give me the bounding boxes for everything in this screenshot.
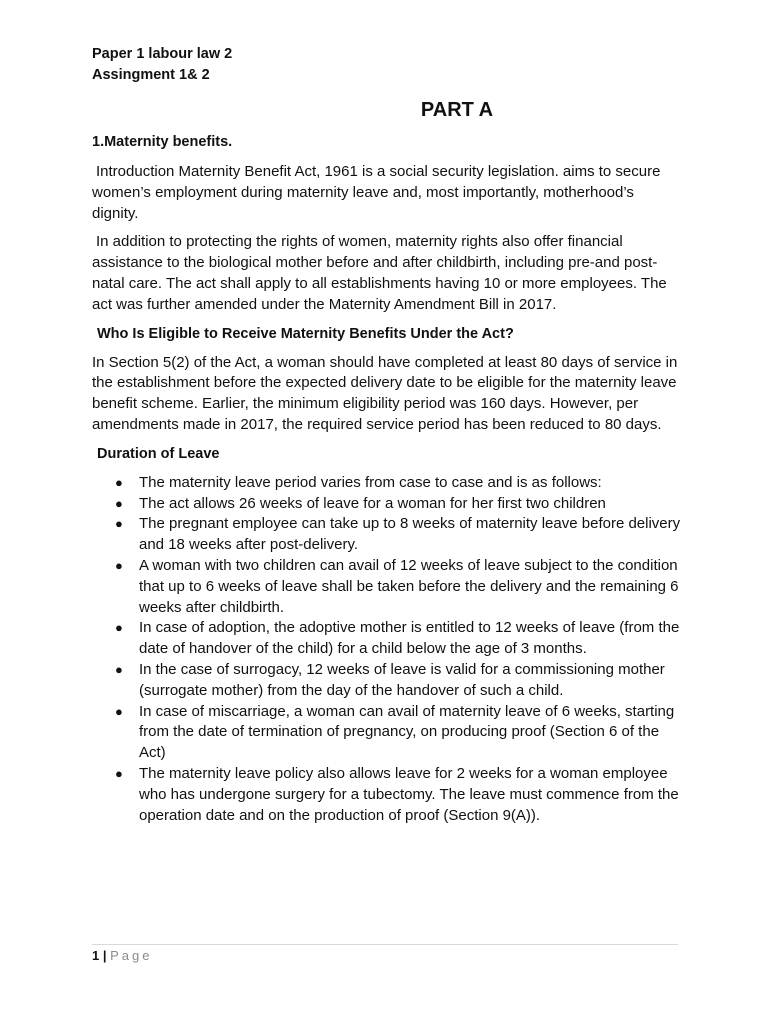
assignment-title: Assingment 1& 2: [92, 67, 210, 83]
page-label: Page: [110, 948, 153, 963]
list-item: ● The pregnant employee can take up to 8 weeks of maternity leave before delivery and 18 weeks after post-delivery.: [115, 515, 681, 554]
duration-heading: Duration of Leave: [97, 445, 220, 462]
bullet-icon: ●: [115, 620, 123, 636]
paper-title: Paper 1 labour law 2: [92, 46, 233, 62]
page-number: 1: [92, 948, 100, 963]
duration-list: [92, 473, 682, 827]
page-footer: [92, 944, 678, 963]
bullet-icon: ●: [115, 557, 123, 573]
bullet-icon: ●: [115, 474, 123, 490]
list-item: ● In case of adoption, the adoptive mother is entitled to 12 weeks of leave (from the date of handover of the child) for a child below the age of 3 months.: [115, 619, 680, 658]
list-item: ● In the case of surrogacy, 12 weeks of leave is valid for a commissioning mother (surrogate mother) from the day of the handover of such a child.: [115, 660, 665, 699]
intro-paragraph: Introduction Maternity Benefit Act, 1961 is a social security legislation. aims to secure women’s employment during maternity leave and, most importantly, motherhood’s dignity.: [92, 163, 661, 222]
bullet-icon: ●: [115, 703, 123, 719]
eligibility-heading: Who Is Eligible to Receive Maternity Benefits Under the Act?: [97, 325, 514, 342]
bullet-icon: ●: [115, 516, 123, 532]
part-title: PART A: [420, 99, 494, 121]
list-item: ● In case of miscarriage, a woman can avail of maternity leave of 6 weeks, starting from the date of termination of pregnancy, on producing proof (Section 6 of the Act): [115, 702, 675, 762]
list-item: ● The act allows 26 weeks of leave for a woman for her first two children: [139, 494, 682, 515]
bullet-icon: ●: [115, 765, 123, 781]
list-item: ● The maternity leave policy also allows leave for 2 weeks for a woman employee who has undergone surgery for a tubectomy. The leave must commence from the operation date and on the production of proof (Section 9(A)).: [115, 764, 679, 824]
list-item: ● A woman with two children can avail of 12 weeks of leave subject to the condition that up to 6 weeks of leave shall be taken before the delivery and the remaining 6 weeks after childbirth.: [115, 556, 679, 616]
list-item: ● The maternity leave period varies from case to case and is as follows:: [139, 473, 682, 494]
document-page: [92, 44, 682, 826]
bullet-icon: ●: [115, 661, 123, 677]
footer-separator: |: [102, 948, 107, 963]
rights-paragraph: In addition to protecting the rights of women, maternity rights also offer financial assistance to the biological mother before and after childbirth, including pre-and post-natal care. The act shall apply to all establishments having 10 or more employees. The act was further amended under the Maternity Amendment Bill in 2017.: [92, 233, 667, 313]
eligibility-paragraph: In Section 5(2) of the Act, a woman should have completed at least 80 days of service in the establishment before the expected delivery date to be eligible for the maternity leave benefit scheme. Earlier, the minimum eligibility period was 160 days. However, per amendments made in 2017, the required service period has been reduced to 80 days.: [92, 353, 678, 433]
section-heading: 1.Maternity benefits.: [92, 134, 233, 150]
bullet-icon: ●: [115, 495, 123, 511]
